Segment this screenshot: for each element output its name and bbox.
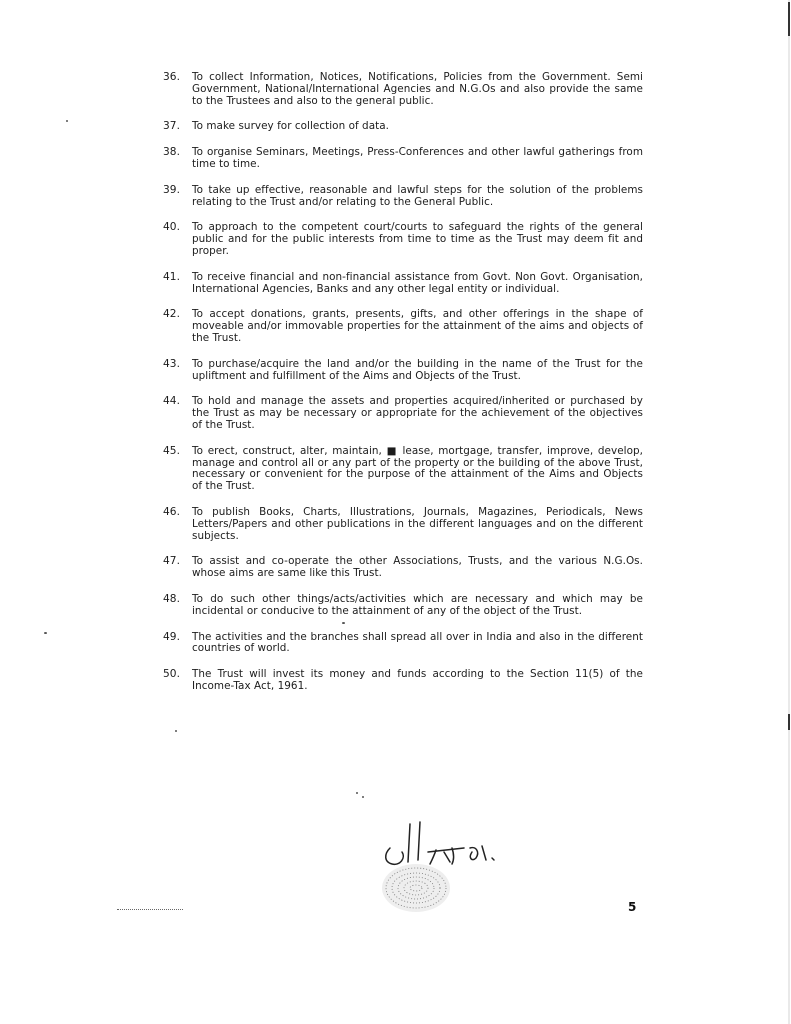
- item-text: To assist and co-operate the other Associations, Trusts, and the various N.G.Os. whose aims are same like this Trust.: [192, 555, 643, 580]
- item-number: 36.: [163, 71, 180, 83]
- item-number: 38.: [163, 146, 180, 159]
- scan-edge-mark: [788, 2, 790, 36]
- list-item: [163, 507, 643, 542]
- item-text: To make survey for collection of data.: [192, 120, 390, 133]
- item-text: To approach to the competent court/courts to safeguard the rights of the general public and for the public interests from time to time as the Trust may deem fit and proper.: [192, 221, 643, 257]
- item-number: 44.: [163, 395, 180, 408]
- scan-speck: [175, 730, 177, 732]
- item-text: The Trust will invest its money and funds according to the Section 11(5) of the Income-Tax Act, 1961.: [192, 668, 643, 692]
- scan-speck: [342, 622, 345, 624]
- item-text: To organise Seminars, Meetings, Press-Conferences and other lawful gatherings from time to time.: [192, 146, 643, 170]
- list-item: [163, 594, 643, 618]
- item-text: To do such other things/acts/activities which are necessary and which may be incidental or conducive to the attainment of any of the object of the Trust.: [192, 592, 643, 617]
- scan-edge-mark: [788, 714, 790, 730]
- item-text: To purchase/acquire the land and/or the building in the name of the Trust for the upliftment and fulfillment of the Aims and Objects of the Trust.: [192, 357, 643, 382]
- item-text: To take up effective, reasonable and lawful steps for the solution of the problems relating to the Trust and/or relating to the General Public.: [192, 183, 643, 208]
- scan-speck: [44, 632, 47, 634]
- page-number: 5: [628, 900, 637, 914]
- list-item: [163, 359, 643, 383]
- scan-speck: [362, 796, 364, 798]
- scan-edge: [788, 0, 790, 1024]
- signature-mark: [372, 818, 512, 923]
- item-number: 43.: [163, 357, 180, 370]
- dotted-line: [117, 905, 183, 910]
- item-number: 37.: [163, 120, 180, 133]
- list-item: [163, 669, 643, 693]
- item-text: To collect Information, Notices, Notifications, Policies from the Government. Semi Government, National/International Agencies and N.G.Os and also provide the same to the Trustees and also to the general public.: [192, 71, 643, 107]
- list-item: [163, 185, 643, 209]
- item-number: 39.: [163, 183, 180, 196]
- list-item: [163, 121, 643, 133]
- list-item: [163, 396, 643, 431]
- item-text: To receive financial and non-financial assistance from Govt. Non Govt. Organisation, International Agencies, Banks and any other legal entity or individual.: [192, 270, 643, 295]
- list-item: [163, 147, 643, 171]
- list-item: [163, 632, 643, 656]
- item-text: The activities and the branches shall spread all over in India and also in the different countries of world.: [192, 630, 643, 655]
- list-item: [163, 556, 643, 580]
- list-item: [163, 446, 643, 493]
- item-number: 49.: [163, 630, 180, 643]
- item-text: To erect, construct, alter, maintain, ■ lease, mortgage, transfer, improve, develop, manage and control all or any part of the property or the building of the above Trust, necessary or convenient for the purpose of the attainment of the Aims and Objects of the Trust.: [192, 444, 643, 493]
- list-item: [163, 72, 643, 107]
- item-number: 50.: [163, 668, 180, 681]
- item-number: 48.: [163, 592, 180, 605]
- item-number: 41.: [163, 270, 180, 283]
- scan-speck: [66, 120, 68, 122]
- item-text: To accept donations, grants, presents, gifts, and other offerings in the shape of moveable and/or immovable properties for the attainment of the aims and objects of the Trust.: [192, 308, 643, 344]
- item-number: 40.: [163, 221, 180, 234]
- list-item: [163, 272, 643, 296]
- item-number: 45.: [163, 444, 180, 457]
- item-number: 46.: [163, 505, 180, 518]
- objects-list: [163, 72, 643, 707]
- item-text: To hold and manage the assets and properties acquired/inherited or purchased by the Trust as may be necessary or appropriate for the achievement of the objectives of the Trust.: [192, 395, 643, 431]
- item-number: 42.: [163, 308, 180, 321]
- list-item: [163, 309, 643, 344]
- item-text: To publish Books, Charts, Illustrations, Journals, Magazines, Periodicals, News Letters/Papers and other publications in the different languages and on the different subjects.: [192, 505, 643, 542]
- item-number: 47.: [163, 555, 180, 568]
- scan-speck: [356, 792, 358, 794]
- list-item: [163, 222, 643, 257]
